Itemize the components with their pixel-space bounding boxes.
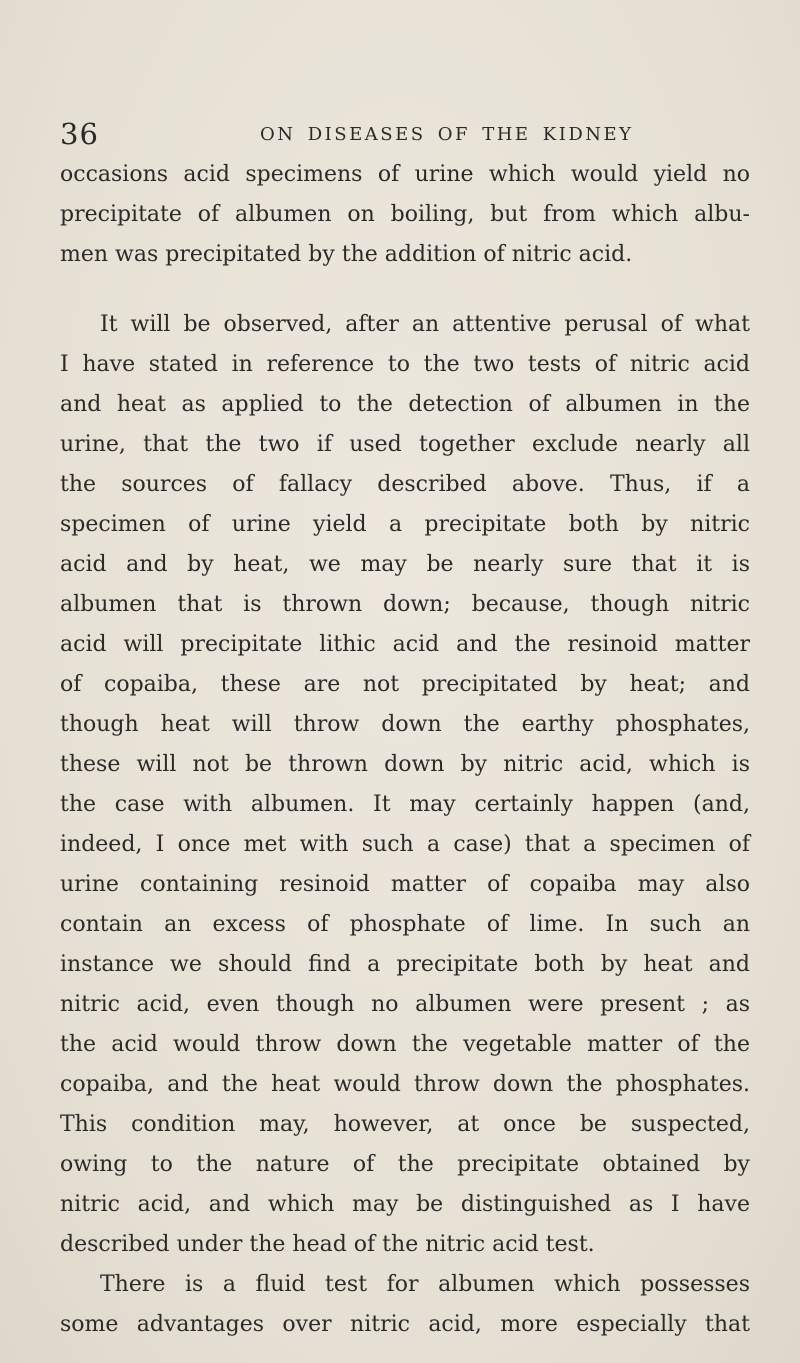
text-line: contain an excess of phosphate of lime. In such an bbox=[60, 912, 750, 937]
text-line: It will be observed, after an attentive perusal of what bbox=[100, 312, 750, 337]
text-line: indeed, I once met with such a case) that a specimen of bbox=[60, 832, 750, 857]
paragraph bbox=[60, 155, 750, 275]
text-line: albumen that is thrown down; because, though nitric bbox=[60, 592, 750, 617]
text-line: though heat will throw down the earthy phosphates, bbox=[60, 712, 750, 737]
text-line: and heat as applied to the detection of albumen in the bbox=[60, 392, 750, 417]
text-line: instance we should find a precipitate both by heat and bbox=[60, 952, 750, 977]
text-line: urine containing resinoid matter of copaiba may also bbox=[60, 872, 750, 897]
text-line: nitric acid, and which may be distinguished as I have bbox=[60, 1192, 750, 1217]
text-line: specimen of urine yield a precipitate both by nitric bbox=[60, 512, 750, 537]
text-line: precipitate of albumen on boiling, but from which albu- bbox=[60, 202, 750, 227]
text-line: I have stated in reference to the two tests of nitric acid bbox=[60, 352, 750, 377]
text-line: the sources of fallacy described above. Thus, if a bbox=[60, 472, 750, 497]
page-number: 36 bbox=[60, 117, 99, 151]
text-line: men was precipitated by the addition of nitric acid. bbox=[60, 242, 633, 267]
text-line: described under the head of the nitric acid test. bbox=[60, 1232, 595, 1257]
text-line: acid will precipitate lithic acid and the resinoid matter bbox=[60, 632, 750, 657]
text-line: the acid would throw down the vegetable matter of the bbox=[60, 1032, 750, 1057]
text-line: owing to the nature of the precipitate obtained by bbox=[60, 1152, 750, 1177]
text-line: these will not be thrown down by nitric acid, which is bbox=[60, 752, 750, 777]
text-line: There is a fluid test for albumen which possesses bbox=[100, 1272, 750, 1297]
body-text bbox=[60, 155, 750, 1345]
text-line: copaiba, and the heat would throw down the phosphates. bbox=[60, 1072, 750, 1097]
text-line: some advantages over nitric acid, more especially that bbox=[60, 1312, 750, 1337]
text-line: of copaiba, these are not precipitated by heat; and bbox=[60, 672, 750, 697]
text-line: acid and by heat, we may be nearly sure that it is bbox=[60, 552, 750, 577]
text-line: occasions acid specimens of urine which would yield no bbox=[60, 162, 750, 187]
running-title: ON DISEASES OF THE KIDNEY bbox=[260, 124, 634, 145]
running-head bbox=[60, 116, 750, 156]
paragraph bbox=[60, 1265, 750, 1345]
text-line: the case with albumen. It may certainly happen (and, bbox=[60, 792, 750, 817]
text-line: This condition may, however, at once be suspected, bbox=[60, 1112, 750, 1137]
text-line: nitric acid, even though no albumen were present ; as bbox=[60, 992, 750, 1017]
paragraph bbox=[60, 305, 750, 1265]
text-line: urine, that the two if used together exclude nearly all bbox=[60, 432, 750, 457]
